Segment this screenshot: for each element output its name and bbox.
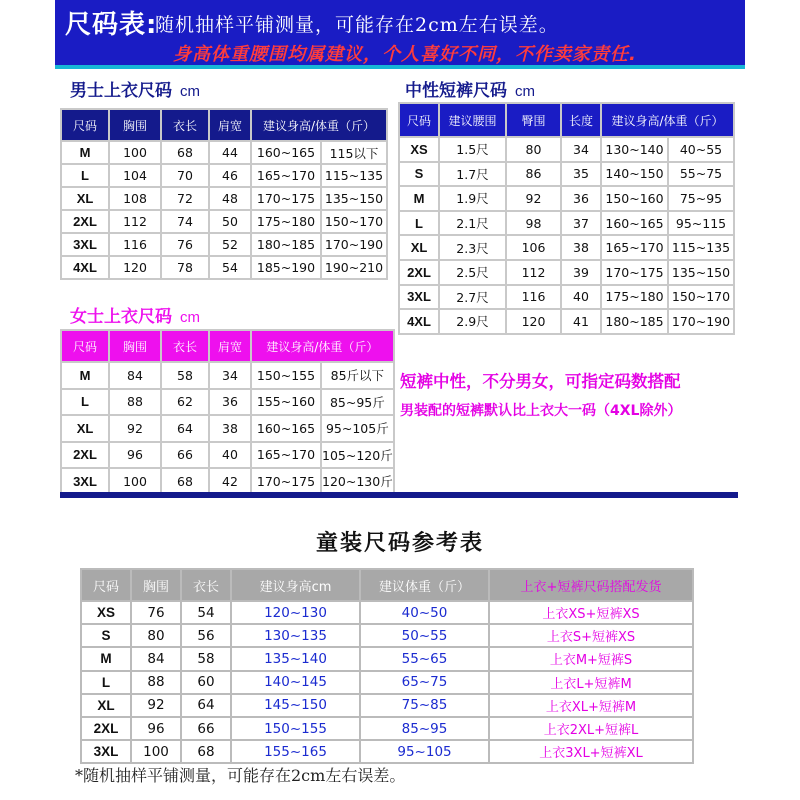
table-cell: 54	[210, 257, 250, 278]
header-height-weight: 建议身高/体重（斤）	[602, 104, 733, 136]
header-length: 衣长	[182, 570, 230, 600]
table-row	[82, 648, 692, 669]
header-length: 衣长	[162, 110, 208, 140]
table-cell: 150~155	[232, 718, 359, 739]
shorts-size-table	[398, 102, 735, 335]
size-label-cell: S	[82, 625, 130, 646]
table-cell: 40	[562, 286, 600, 309]
table-cell: 155~160	[252, 390, 320, 415]
table-cell: 46	[210, 165, 250, 186]
table-cell: 上衣S+短裤XS	[490, 625, 692, 646]
table-cell: 66	[162, 443, 208, 468]
kids-table-body	[82, 602, 692, 762]
table-cell: 150~170	[669, 286, 733, 309]
table-row	[62, 443, 393, 468]
table-cell: 60	[182, 672, 230, 693]
header-chest: 胸围	[110, 331, 160, 361]
shorts-title-unit: cm	[515, 83, 535, 100]
table-cell: 38	[210, 416, 250, 441]
table-cell: 1.9尺	[440, 187, 505, 210]
table-cell: 85~95斤	[322, 390, 393, 415]
table-cell: 120	[507, 310, 560, 333]
table-row	[400, 187, 733, 210]
table-cell: 39	[562, 261, 600, 284]
table-cell: 1.7尺	[440, 163, 505, 186]
table-row	[400, 212, 733, 235]
size-label-cell: 2XL	[400, 261, 438, 284]
size-label-cell: 2XL	[82, 718, 130, 739]
table-cell: 75~95	[669, 187, 733, 210]
header-size: 尺码	[62, 110, 108, 140]
table-cell: 160~165	[602, 212, 667, 235]
table-row	[400, 163, 733, 186]
table-cell: 150~170	[322, 211, 386, 232]
size-label-cell: 3XL	[400, 286, 438, 309]
table-row	[62, 211, 386, 232]
table-cell: 95~105	[361, 741, 488, 762]
shorts-default-note: 男装配的短裤默认比上衣大一码（4XL除外）	[400, 403, 682, 419]
table-cell: 88	[132, 672, 180, 693]
header-banner	[55, 0, 745, 68]
table-cell: 52	[210, 234, 250, 255]
table-cell: 65~75	[361, 672, 488, 693]
table-cell: 115~135	[322, 165, 386, 186]
table-cell: 120~130	[232, 602, 359, 623]
table-cell: 115~135	[669, 236, 733, 259]
table-cell: 2.5尺	[440, 261, 505, 284]
table-row	[62, 363, 393, 388]
table-cell: 2.7尺	[440, 286, 505, 309]
table-row	[62, 165, 386, 186]
table-cell: 116	[110, 234, 160, 255]
table-cell: 68	[182, 741, 230, 762]
header-length: 长度	[562, 104, 600, 136]
table-cell: 112	[110, 211, 160, 232]
table-header-row	[82, 570, 692, 600]
table-cell: 180~185	[602, 310, 667, 333]
size-label-cell: S	[400, 163, 438, 186]
women-size-table	[60, 329, 395, 496]
header-combo: 上衣+短裤尺码搭配发货	[490, 570, 692, 600]
table-cell: 74	[162, 211, 208, 232]
table-cell: 116	[507, 286, 560, 309]
table-cell: 96	[132, 718, 180, 739]
header-height: 建议身高cm	[232, 570, 359, 600]
table-cell: 55~65	[361, 648, 488, 669]
table-cell: 48	[210, 188, 250, 209]
table-cell: 55~75	[669, 163, 733, 186]
table-cell: 34	[210, 363, 250, 388]
size-label-cell: L	[82, 672, 130, 693]
table-row	[400, 261, 733, 284]
table-cell: 92	[507, 187, 560, 210]
size-label-cell: XS	[82, 602, 130, 623]
table-row	[82, 672, 692, 693]
table-cell: 170~190	[322, 234, 386, 255]
banner-measure-note: 随机抽样平铺测量，可能存在2cm左右误差。	[155, 14, 559, 36]
women-table-body	[62, 363, 393, 494]
header-length: 衣长	[162, 331, 208, 361]
table-cell: 上衣XS+短裤XS	[490, 602, 692, 623]
table-cell: 155~165	[232, 741, 359, 762]
header-shoulder: 肩宽	[210, 331, 250, 361]
size-label-cell: 3XL	[62, 234, 108, 255]
men-title-text: 男士上衣尺码	[70, 81, 172, 101]
table-cell: 130~135	[232, 625, 359, 646]
table-cell: 58	[162, 363, 208, 388]
table-cell: 170~175	[252, 188, 320, 209]
table-row	[62, 142, 386, 163]
table-cell: 2.9尺	[440, 310, 505, 333]
table-row	[400, 286, 733, 309]
table-cell: 68	[162, 142, 208, 163]
table-cell: 175~180	[252, 211, 320, 232]
header-height-weight: 建议身高/体重（斤）	[252, 331, 393, 361]
table-cell: 95~105斤	[322, 416, 393, 441]
header-chest: 胸围	[110, 110, 160, 140]
table-cell: 98	[507, 212, 560, 235]
table-row	[62, 469, 393, 494]
table-row	[62, 416, 393, 441]
table-cell: 96	[110, 443, 160, 468]
banner-title: 尺码表:	[65, 10, 158, 40]
table-row	[82, 625, 692, 646]
table-cell: 84	[110, 363, 160, 388]
size-label-cell: XL	[62, 416, 108, 441]
size-label-cell: M	[400, 187, 438, 210]
table-cell: 105~120斤	[322, 443, 393, 468]
table-cell: 92	[110, 416, 160, 441]
table-row	[82, 602, 692, 623]
shorts-unisex-note: 短裤中性，不分男女，可指定码数搭配	[400, 372, 681, 391]
table-cell: 40~50	[361, 602, 488, 623]
size-label-cell: XL	[82, 695, 130, 716]
size-label-cell: M	[62, 142, 108, 163]
table-cell: 44	[210, 142, 250, 163]
table-cell: 100	[132, 741, 180, 762]
table-row	[82, 695, 692, 716]
table-row	[400, 138, 733, 161]
size-label-cell: 2XL	[62, 211, 108, 232]
size-label-cell: XS	[400, 138, 438, 161]
table-cell: 34	[562, 138, 600, 161]
table-row	[82, 718, 692, 739]
table-cell: 170~190	[669, 310, 733, 333]
table-cell: 41	[562, 310, 600, 333]
table-cell: 40~55	[669, 138, 733, 161]
table-header-row	[62, 331, 393, 361]
table-cell: 85斤以下	[322, 363, 393, 388]
table-cell: 140~150	[602, 163, 667, 186]
header-size: 尺码	[62, 331, 108, 361]
table-cell: 上衣XL+短裤M	[490, 695, 692, 716]
table-cell: 50	[210, 211, 250, 232]
table-header-row	[62, 110, 386, 140]
table-cell: 75~85	[361, 695, 488, 716]
men-title-unit: cm	[180, 83, 200, 100]
table-cell: 上衣3XL+短裤XL	[490, 741, 692, 762]
table-cell: 145~150	[232, 695, 359, 716]
table-cell: 86	[507, 163, 560, 186]
header-size: 尺码	[82, 570, 130, 600]
women-section-title	[70, 302, 200, 327]
table-cell: 100	[110, 469, 160, 494]
table-cell: 2.1尺	[440, 212, 505, 235]
table-cell: 170~175	[252, 469, 320, 494]
table-cell: 36	[210, 390, 250, 415]
table-cell: 185~190	[252, 257, 320, 278]
table-cell: 38	[562, 236, 600, 259]
table-row	[62, 390, 393, 415]
table-cell: 40	[210, 443, 250, 468]
men-table-body	[62, 142, 386, 278]
table-cell: 100	[110, 142, 160, 163]
size-label-cell: XL	[400, 236, 438, 259]
table-cell: 135~150	[322, 188, 386, 209]
men-section-title	[70, 76, 200, 101]
table-row	[62, 234, 386, 255]
table-cell: 160~165	[252, 142, 320, 163]
table-cell: 42	[210, 469, 250, 494]
size-label-cell: L	[400, 212, 438, 235]
table-cell: 170~175	[602, 261, 667, 284]
table-cell: 84	[132, 648, 180, 669]
table-cell: 78	[162, 257, 208, 278]
table-cell: 37	[562, 212, 600, 235]
header-chest: 胸围	[132, 570, 180, 600]
shorts-table-body	[400, 138, 733, 333]
table-cell: 85~95	[361, 718, 488, 739]
table-cell: 35	[562, 163, 600, 186]
table-cell: 165~170	[602, 236, 667, 259]
table-cell: 68	[162, 469, 208, 494]
table-cell: 36	[562, 187, 600, 210]
shorts-title-text: 中性短裤尺码	[405, 81, 507, 101]
header-shoulder: 肩宽	[210, 110, 250, 140]
table-cell: 2.3尺	[440, 236, 505, 259]
table-cell: 80	[507, 138, 560, 161]
table-cell: 76	[162, 234, 208, 255]
table-cell: 80	[132, 625, 180, 646]
size-label-cell: 4XL	[400, 310, 438, 333]
header-height-weight: 建议身高/体重（斤）	[252, 110, 386, 140]
table-cell: 54	[182, 602, 230, 623]
table-cell: 120~130斤	[322, 469, 393, 494]
banner-stripe	[55, 65, 745, 69]
table-cell: 62	[162, 390, 208, 415]
table-header-row	[400, 104, 733, 136]
women-title-text: 女士上衣尺码	[70, 307, 172, 327]
table-cell: 175~180	[602, 286, 667, 309]
table-cell: 56	[182, 625, 230, 646]
table-cell: 50~55	[361, 625, 488, 646]
size-label-cell: 3XL	[82, 741, 130, 762]
table-cell: 112	[507, 261, 560, 284]
table-cell: 70	[162, 165, 208, 186]
table-row	[82, 741, 692, 762]
men-size-table	[60, 108, 388, 280]
table-cell: 上衣L+短裤M	[490, 672, 692, 693]
table-cell: 1.5尺	[440, 138, 505, 161]
table-cell: 135~150	[669, 261, 733, 284]
shorts-section-title	[405, 76, 535, 101]
table-cell: 64	[162, 416, 208, 441]
table-cell: 64	[182, 695, 230, 716]
table-cell: 190~210	[322, 257, 386, 278]
divider-bar	[60, 492, 738, 498]
women-title-unit: cm	[180, 309, 200, 326]
size-label-cell: XL	[62, 188, 108, 209]
size-label-cell: 3XL	[62, 469, 108, 494]
table-row	[400, 310, 733, 333]
table-cell: 58	[182, 648, 230, 669]
table-cell: 150~155	[252, 363, 320, 388]
table-cell: 140~145	[232, 672, 359, 693]
table-row	[400, 236, 733, 259]
table-row	[62, 188, 386, 209]
table-cell: 165~170	[252, 165, 320, 186]
size-label-cell: L	[62, 165, 108, 186]
table-cell: 160~165	[252, 416, 320, 441]
kids-section-title: 童装尺码参考表	[315, 531, 484, 556]
footnote: *随机抽样平铺测量，可能存在2cm左右误差。	[75, 766, 406, 785]
table-cell: 上衣2XL+短裤L	[490, 718, 692, 739]
table-cell: 180~185	[252, 234, 320, 255]
table-cell: 104	[110, 165, 160, 186]
table-cell: 130~140	[602, 138, 667, 161]
header-waist: 建议腰围	[440, 104, 505, 136]
table-cell: 72	[162, 188, 208, 209]
table-cell: 108	[110, 188, 160, 209]
table-cell: 66	[182, 718, 230, 739]
kids-size-table	[80, 568, 694, 764]
table-cell: 115以下	[322, 142, 386, 163]
header-hip: 臀围	[507, 104, 560, 136]
header-weight: 建议体重（斤）	[361, 570, 488, 600]
table-cell: 88	[110, 390, 160, 415]
table-cell: 165~170	[252, 443, 320, 468]
table-cell: 135~140	[232, 648, 359, 669]
table-cell: 150~160	[602, 187, 667, 210]
table-cell: 106	[507, 236, 560, 259]
size-label-cell: 4XL	[62, 257, 108, 278]
table-cell: 120	[110, 257, 160, 278]
table-row	[62, 257, 386, 278]
banner-disclaimer: 身高体重腰围均属建议，个人喜好不同，不作卖家责任.	[173, 44, 637, 65]
table-cell: 95~115	[669, 212, 733, 235]
size-label-cell: M	[62, 363, 108, 388]
size-label-cell: 2XL	[62, 443, 108, 468]
table-cell: 92	[132, 695, 180, 716]
size-label-cell: L	[62, 390, 108, 415]
table-cell: 上衣M+短裤S	[490, 648, 692, 669]
table-cell: 76	[132, 602, 180, 623]
header-size: 尺码	[400, 104, 438, 136]
size-label-cell: M	[82, 648, 130, 669]
